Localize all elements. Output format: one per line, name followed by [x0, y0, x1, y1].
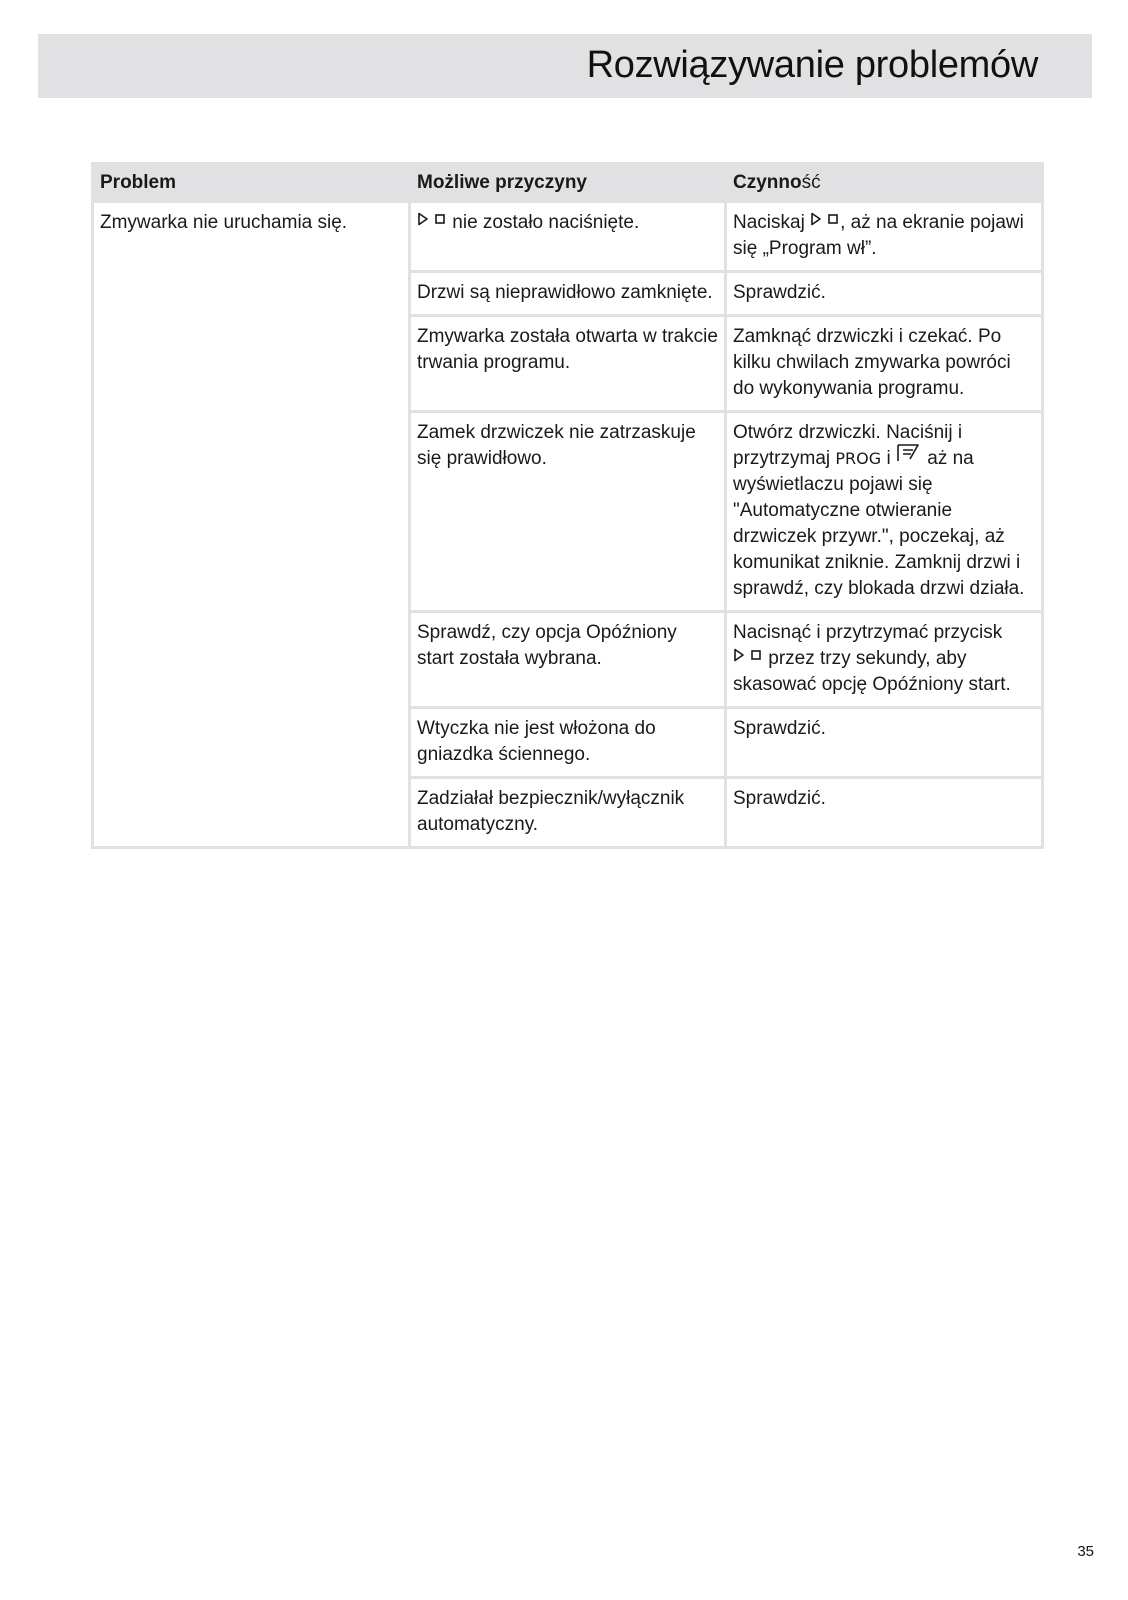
page-number: 35	[1077, 1543, 1094, 1560]
cause-cell: Zamek drzwiczek nie zatrzaskuje się prawidłowo.	[410, 412, 726, 612]
action-text-post: przez trzy sekundy, aby skasować opcję Opóźniony start.	[733, 648, 1011, 695]
cause-cell: Drzwi są nieprawidłowo zamknięte.	[410, 272, 726, 316]
action-cell	[726, 612, 1043, 708]
cause-cell: Zadziałał bezpiecznik/wyłącznik automatyczny.	[410, 778, 726, 848]
action-cell: Sprawdzić.	[726, 778, 1043, 848]
cause-cell: Zmywarka została otwarta w trakcie trwania programu.	[410, 316, 726, 412]
action-cell: Sprawdzić.	[726, 272, 1043, 316]
table-header-row	[93, 164, 1043, 202]
prog-button-label: PROG	[835, 449, 882, 468]
problem-cell: Zmywarka nie uruchamia się.	[93, 202, 410, 848]
play-pause-icon	[733, 644, 763, 670]
action-text-pre: Nacisnąć i przytrzymać przycisk	[733, 622, 1003, 643]
page-header	[38, 34, 1092, 98]
action-text-pre: Naciskaj	[733, 212, 805, 233]
column-header-action-bold: Czynno	[733, 172, 802, 193]
action-cell	[726, 412, 1043, 612]
column-header-causes: Możliwe przyczyny	[410, 164, 726, 202]
play-pause-icon	[810, 208, 840, 234]
action-cell	[726, 202, 1043, 272]
column-header-action-light: ść	[801, 172, 821, 193]
action-cell: Sprawdzić.	[726, 708, 1043, 778]
action-text-and: i	[886, 448, 891, 469]
table-row	[93, 202, 1043, 272]
action-text-pre: Otwórz drzwiczki. Naciśnij i przytrzymaj	[733, 422, 963, 469]
troubleshooting-table	[91, 162, 1044, 849]
cause-cell	[410, 202, 726, 272]
page-title: Rozwiązywanie problemów	[586, 44, 1038, 86]
play-pause-icon	[417, 208, 447, 234]
column-header-action	[726, 164, 1043, 202]
action-cell: Zamknąć drzwiczki i czekać. Po kilku chwilach zmywarka powróci do wykonywania programu.	[726, 316, 1043, 412]
door-open-icon	[896, 443, 922, 471]
action-text-post: , aż na ekranie pojawi się „Program wł”.	[733, 212, 1024, 259]
column-header-problem: Problem	[93, 164, 410, 202]
cause-cell: Wtyczka nie jest włożona do gniazdka ściennego.	[410, 708, 726, 778]
cause-cell: Sprawdź, czy opcja Opóźniony start została wybrana.	[410, 612, 726, 708]
action-text-post: aż na wyświetlaczu pojawi się "Automatyczne otwieranie drzwiczek przywr.", poczekaj, aż komunikat zniknie. Zamknij drzwi i sprawdź, czy blokada drzwi działa.	[733, 448, 1025, 599]
cause-text: nie zostało naciśnięte.	[452, 212, 640, 233]
